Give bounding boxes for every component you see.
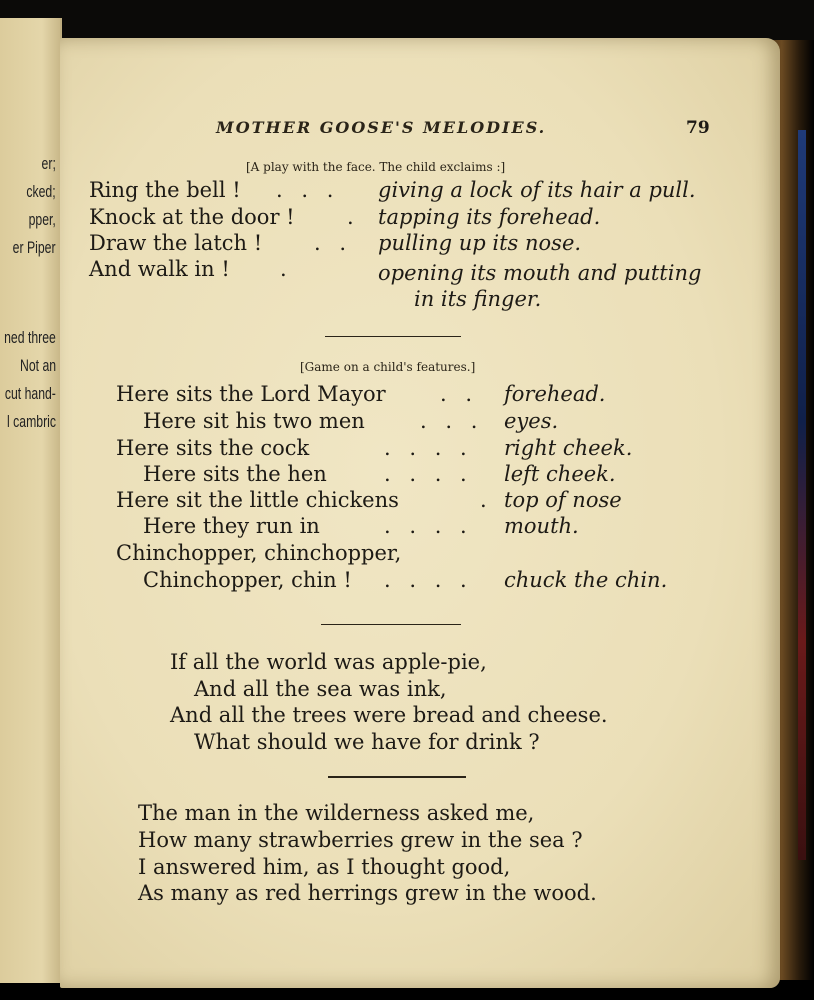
rhyme-2-cue: mouth.	[504, 514, 579, 538]
rhyme-2-line: Here sits the hen	[143, 462, 327, 486]
rhyme-1-leader: .	[347, 205, 360, 229]
left-page-line: Not an	[19, 356, 56, 375]
rhyme-1-line: Ring the bell !	[89, 178, 241, 202]
rhyme-2-leader: .	[480, 488, 493, 512]
rhyme-2-leader: . . .	[420, 409, 484, 433]
rhyme-2-cue: chuck the chin.	[504, 568, 668, 592]
cover-stripe	[798, 130, 806, 860]
left-page-line: er;	[41, 154, 56, 173]
rhyme-2-cue: forehead.	[504, 382, 606, 406]
left-page-line: pper,	[28, 210, 56, 229]
rhyme-2-line: Chinchopper, chin !	[143, 568, 352, 592]
rhyme-1-leader: . . .	[276, 178, 340, 202]
left-page-fragment	[0, 18, 62, 983]
rhyme-1-cue: pulling up its nose.	[378, 231, 582, 255]
left-page-line: l cambric	[7, 412, 56, 431]
rhyme-2-leader: . . . .	[384, 436, 473, 460]
rhyme-2-line: Here sit the little chickens	[116, 488, 399, 512]
rhyme-2-leader: . . . .	[384, 462, 473, 486]
rhyme-2-note: [Game on a child's features.]	[300, 360, 476, 374]
rhyme-2-line: Here sit his two men	[143, 409, 365, 433]
rhyme-2-leader: . .	[440, 382, 479, 406]
rhyme-1-cue: tapping its forehead.	[378, 205, 601, 229]
rhyme-1-leader: .	[280, 257, 293, 281]
rhyme-1-leader: . .	[314, 231, 353, 255]
rhyme-2-leader: . . . .	[384, 568, 473, 592]
rhyme-1-cue: giving a lock of its hair a pull.	[378, 178, 696, 202]
rhyme-3-line: If all the world was apple-pie,	[170, 650, 487, 674]
rhyme-3-line: And all the trees were bread and cheese.	[170, 703, 608, 727]
rhyme-1-line: Knock at the door !	[89, 205, 295, 229]
rhyme-1-line: Draw the latch !	[89, 231, 263, 255]
rhyme-1-cue-continuation: in its finger.	[414, 287, 542, 311]
rhyme-4-line: As many as red herrings grew in the wood.	[138, 881, 597, 905]
section-divider	[321, 624, 461, 625]
rhyme-4-line: The man in the wilderness asked me,	[138, 801, 535, 825]
rhyme-2-cue: left cheek.	[504, 462, 616, 486]
rhyme-1-line: And walk in !	[89, 257, 230, 281]
section-divider	[325, 336, 461, 337]
rhyme-4-line: I answered him, as I thought good,	[138, 855, 511, 879]
left-page-line: er Piper	[13, 238, 56, 257]
left-page-line: cked;	[26, 182, 56, 201]
rhyme-3-line: And all the sea was ink,	[194, 677, 447, 701]
running-head: MOTHER GOOSE'S MELODIES.	[216, 118, 547, 137]
left-page-line: cut hand-	[4, 384, 56, 403]
rhyme-3-line: What should we have for drink ?	[194, 730, 540, 754]
rhyme-2-line: Here sits the Lord Mayor	[116, 382, 386, 406]
rhyme-2-cue: eyes.	[504, 409, 559, 433]
rhyme-2-line: Here sits the cock	[116, 436, 310, 460]
rhyme-2-cue: right cheek.	[504, 436, 633, 460]
page-number: 79	[686, 118, 710, 138]
rhyme-1-cue: opening its mouth and putting	[378, 261, 702, 285]
rhyme-2-line: Here they run in	[143, 514, 320, 538]
rhyme-2-line: Chinchopper, chinchopper,	[116, 541, 402, 565]
rhyme-4-line: How many strawberries grew in the sea ?	[138, 828, 583, 852]
section-divider	[328, 776, 466, 778]
rhyme-2-leader: . . . .	[384, 514, 473, 538]
rhyme-2-cue: top of nose	[504, 488, 622, 512]
rhyme-1-note: [A play with the face. The child exclaims :]	[246, 160, 506, 174]
left-page-line: ned three	[4, 328, 56, 347]
